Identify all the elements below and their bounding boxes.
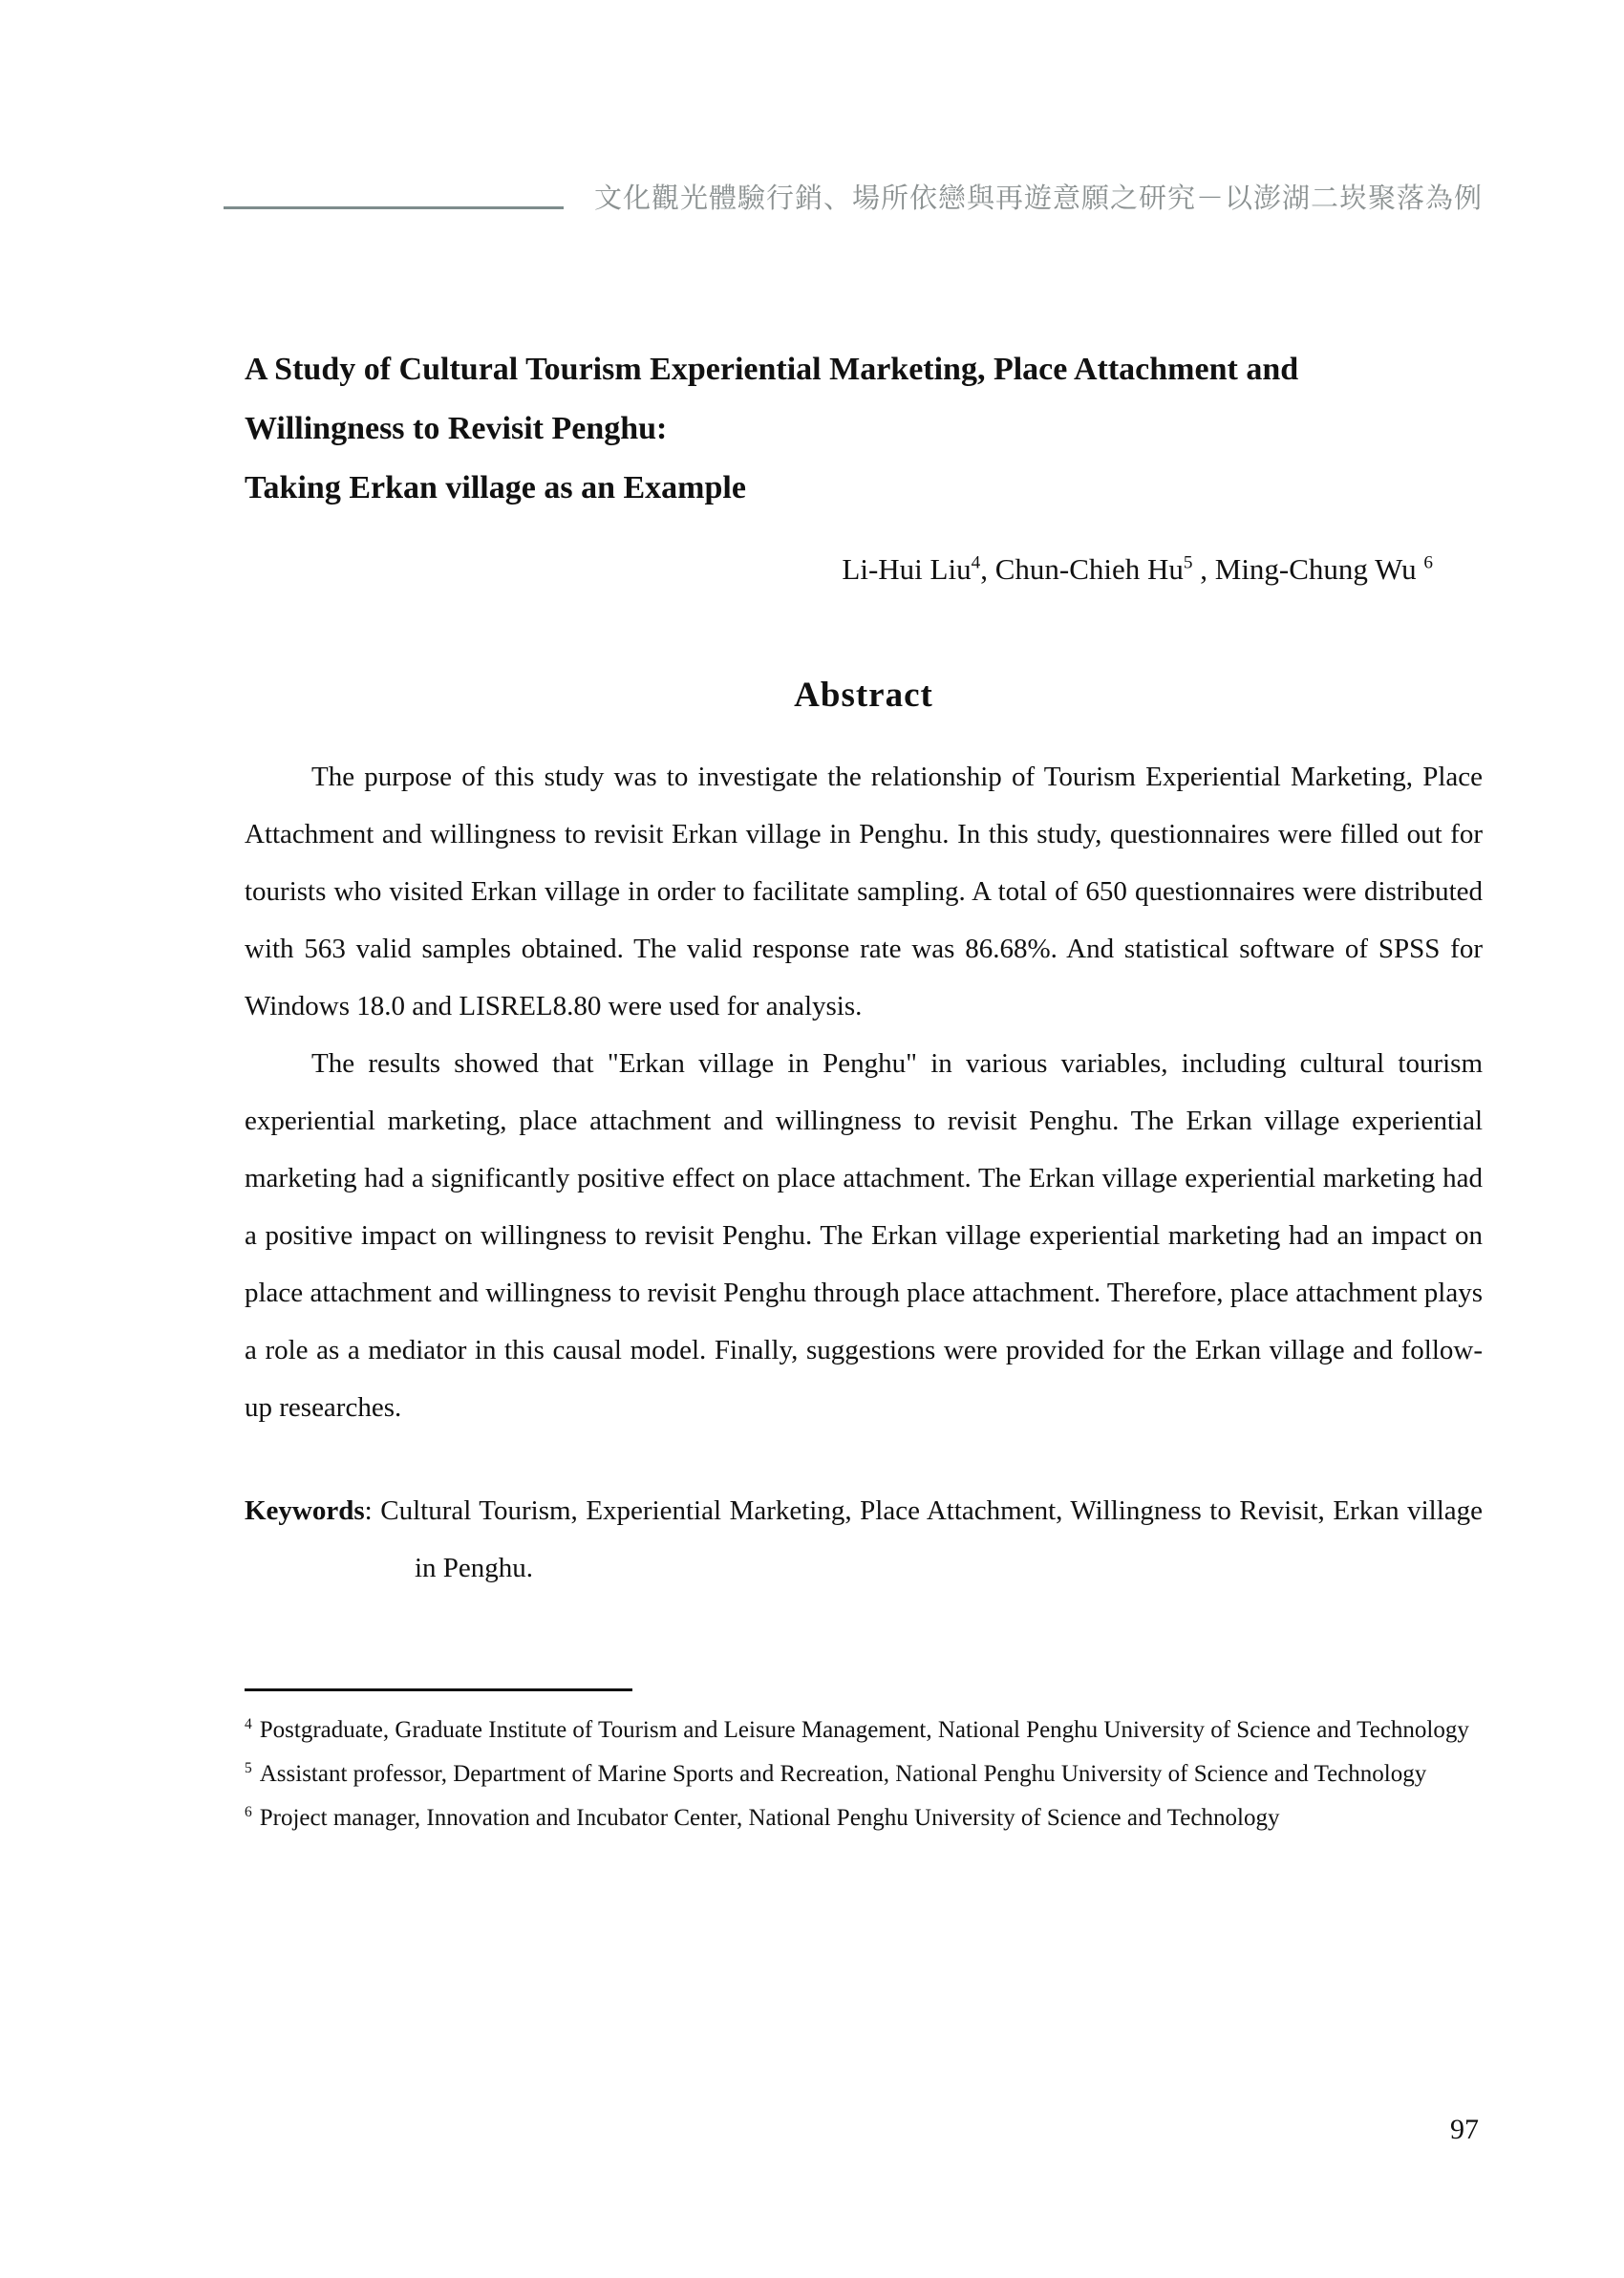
keywords-text: Cultural Tourism, Experiential Marketing, Place Attachment, Willingness to Revisit, Erkan village in Penghu. [380, 1495, 1484, 1583]
keywords-label: Keywords [245, 1495, 365, 1526]
paper-title-line-3: Taking Erkan village as an Example [245, 470, 746, 505]
footnote-6 [245, 1796, 1483, 1840]
footnote-6-number: 6 [245, 1803, 252, 1820]
page-number: 97 [1450, 2114, 1479, 2145]
footnote-4 [245, 1708, 1483, 1752]
authors-line [245, 552, 1483, 587]
running-header [245, 182, 1483, 216]
keywords-line [245, 1482, 1483, 1597]
footnote-4-number: 4 [245, 1715, 252, 1732]
header-rule [224, 206, 564, 209]
paper-title-line-1: A Study of Cultural Tourism Experiential Marketing, Place Attachment and [245, 352, 1299, 387]
abstract-paragraph-1: The purpose of this study was to investigate the relationship of Tourism Experiential Marketing, Place Attachment and willingness to revisit Erkan village in Penghu. In this study, questionnaires were filled out for tourists who visited Erkan village in order to facilitate sampling. A total of 650 questionnaires were distributed with 563 valid samples obtained. The valid response rate was 86.68%. And statistical software of SPSS for Windows 18.0 and LISREL8.80 were used for analysis. [245, 762, 1483, 1021]
author-name-2: , Chun-Chieh Hu [980, 552, 1184, 586]
journal-title-chinese: 文化觀光體驗行銷、場所依戀與再遊意願之研究－以澎湖二崁聚落為例 [593, 183, 1483, 214]
abstract-paragraph-2: The results showed that "Erkan village in Penghu" in various variables, including cultural tourism experiential marketing, place attachment and willingness to revisit Penghu. The Erkan village experiential marketing had a significantly positive effect on place attachment. The Erkan village experiential marketing had a positive impact on willingness to revisit Penghu. The Erkan village experiential marketing had an impact on place attachment and willingness to revisit Penghu through place attachment. Therefore, place attachment plays a role as a mediator in this causal model. Finally, suggestions were provided for the Erkan village and follow-up researches. [245, 1048, 1483, 1423]
author-name-1: Li-Hui Liu [842, 552, 972, 586]
paper-title-line-2: Willingness to Revisit Penghu: [245, 411, 668, 446]
author-footnote-marker-5: 5 [1183, 552, 1193, 573]
keywords-separator: : [364, 1495, 381, 1526]
author-name-3: , Ming-Chung Wu [1192, 552, 1424, 586]
author-footnote-marker-4: 4 [971, 552, 981, 573]
footnote-rule [245, 1688, 632, 1691]
footnote-5-text: Assistant professor, Department of Marine Sports and Recreation, National Penghu University of Science and Technology [259, 1761, 1427, 1787]
footnote-4-text: Postgraduate, Graduate Institute of Tourism and Leisure Management, National Penghu University of Science and Technology [259, 1717, 1469, 1743]
footnote-5-number: 5 [245, 1759, 252, 1776]
paper-title [245, 340, 1483, 518]
author-footnote-marker-6: 6 [1423, 552, 1433, 573]
abstract-body [245, 748, 1483, 1436]
abstract-heading: Abstract [794, 676, 933, 715]
footnotes [245, 1708, 1483, 1840]
footnote-6-text: Project manager, Innovation and Incubator Center, National Penghu University of Science and Technology [259, 1805, 1280, 1831]
footnote-5 [245, 1752, 1483, 1796]
